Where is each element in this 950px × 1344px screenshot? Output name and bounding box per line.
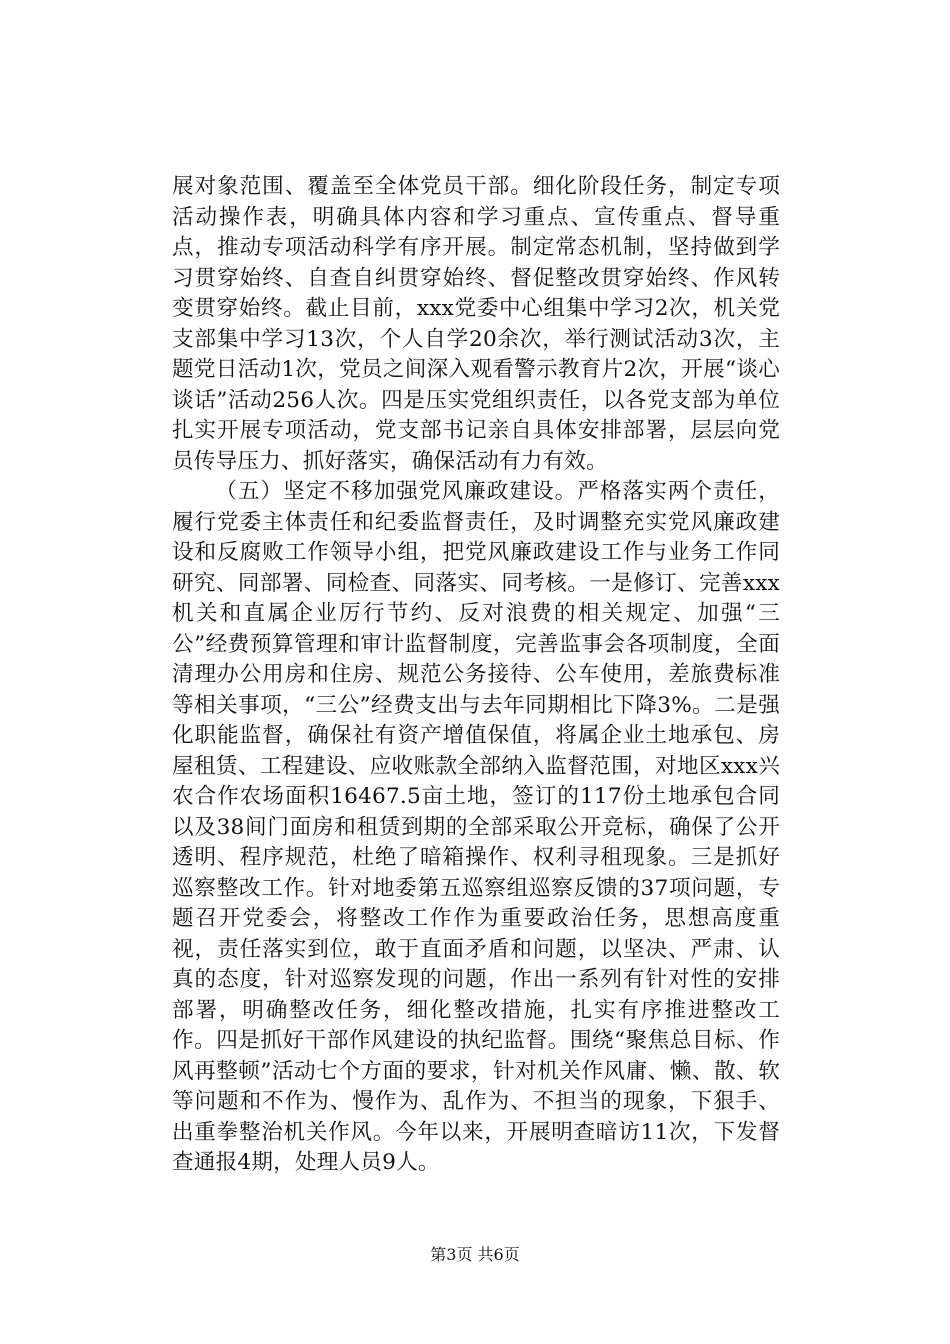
paragraph-continuation: 展对象范围、覆盖至全体党员干部。细化阶段任务，制定专项活动操作表，明确具体内容和学习重点、宣传重点、督导重点，推动专项活动科学有序开展。制定常态机制，坚持做到学习贯穿始终、自查自纠贯穿始终、督促整改贯穿始终、作风转变贯穿始终。截止目前，xxx党委中心组集中学习2次，机关党支部集中学习13次，个人自学20余次，举行测试活动3次，主题党日活动1次，党员之间深入观看警示教育片2次，开展“谈心谈话”活动256人次。四是压实党组织责任，以各党支部为单位扎实开展专项活动，党支部书记亲自具体安排部署，层层向党员传导压力、抓好落实，确保活动有力有效。 [172, 174, 780, 474]
document-body [172, 172, 780, 1179]
paragraph-section-five: （五）坚定不移加强党风廉政建设。严格落实两个责任，履行党委主体责任和纪委监督责任，及时调整充实党风廉政建设和反腐败工作领导小组，把党风廉政建设工作与业务工作同研究、同部署、同检查、同落实、同考核。一是修订、完善xxx机关和直属企业厉行节约、反对浪费的相关规定、加强“三公”经费预算管理和审计监督制度，完善监事会各项制度，全面清理办公用房和住房、规范公务接待、公车使用，差旅费标准等相关事项，“三公”经费支出与去年同期相比下降3%。二是强化职能监督，确保社有资产增值保值，将属企业土地承包、房屋租赁、工程建设、应收账款全部纳入监督范围，对地区xxx兴农合作农场面积16467.5亩土地，签订的117份土地承包合同以及38间门面房和租赁到期的全部采取公开竞标，确保了公开透明、程序规范，杜绝了暗箱操作、权利寻租现象。三是抓好巡察整改工作。针对地委第五巡察组巡察反馈的37项问题，专题召开党委会，将整改工作作为重要政治任务，思想高度重视，责任落实到位，敢于直面矛盾和问题，以坚决、严肃、认真的态度，针对巡察发现的问题，作出一系列有针对性的安排部署，明确整改任务，细化整改措施，扎实有序推进整改工作。四是抓好干部作风建设的执纪监督。围绕“聚焦总目标、作风再整顿”活动七个方面的要求，针对机关作风庸、懒、散、软等问题和不作为、慢作为、乱作为、不担当的现象，下狠手、出重拳整治机关作风。今年以来，开展明查暗访11次，下发督查通报4期，处理人员9人。 [172, 479, 780, 1175]
page-footer: 第3页 共6页 [430, 1245, 520, 1264]
